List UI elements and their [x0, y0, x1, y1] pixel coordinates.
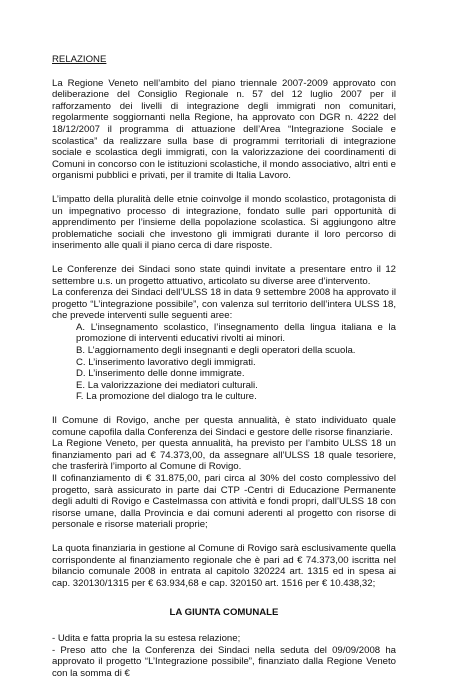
list-item: B. L’aggiornamento degli insegnanti e degli operatori della scuola. [76, 345, 356, 357]
list-item: A. L’insegnamento scolastico, l’insegnamento della lingua italiana e la promozione di interventi educativi rivolti ai minori. [76, 321, 396, 345]
list-item: D. L’inserimento delle donne immigrate. [76, 368, 245, 380]
paragraph-progetto: La conferenza dei Sindaci dell’ULSS 18 in data 9 settembre 2008 ha approvato il progetto “L’integrazione possibile”, con valenza sul territorio dell’intera ULSS 18, che prevede interventi sulle seguenti aree: [52, 287, 396, 322]
paragraph-impatto: L’impatto della pluralità delle etnie coinvolge il mondo scolastico, protagonista di un impegnativo processo di integrazione, fondato sulle pari opportunità di apprendimento per l’insieme della popolazione scolastica. Si aggiungono altre problematiche sociali che investono gli immigrati durante il loro percorso di inserimento alle quali il piano cerca di dare risposte. [52, 193, 396, 252]
list-item: F. La promozione del dialogo tra le culture. [76, 391, 257, 403]
list-item: E. La valorizzazione dei mediatori culturali. [76, 379, 258, 391]
dash-item-preso-atto: - Preso atto che la Conferenza dei Sindaci nella seduta del 09/09/2008 ha approvato il progetto “L’Integrazione possibile”, finanziato dalla Regione Veneto con la somma di € [52, 644, 396, 679]
paragraph-quota: La quota finanziaria in gestione al Comune di Rovigo sarà esclusivamente quella corrispondente al finanziamento regionale che è pari ad € 74.373,00 iscritta nel bilancio comunale 2008 in entrata al capitolo 320224 art. 1315 ed in spesa ai cap. 320130/1315 per € 63.934,68 e cap. 320150 art. 1516 per € 10.438,32; [52, 542, 396, 589]
paragraph-finanziamento: La Regione Veneto, per questa annualità, ha previsto per l’ambito ULSS 18 un finanziamento pari ad € 74.373,00, da assegnare all’ULSS 18 quale tesoriere, che trasferirà l’importo al Comune di Rovigo. [52, 438, 396, 473]
paragraph-conferenze: Le Conferenze dei Sindaci sono state quindi invitate a presentare entro il 12 settembre u.s. un progetto attuativo, articolato su diverse aree d’intervento. [52, 263, 396, 287]
intervention-areas-list [52, 322, 396, 403]
giunta-title: LA GIUNTA COMUNALE [169, 607, 279, 619]
dash-item-udita: - Udita e fatta propria la su estesa relazione; [52, 632, 241, 644]
paragraph-regione: La Regione Veneto nell’ambito del piano triennale 2007-2009 approvato con deliberazione del Consiglio Regionale n. 57 del 12 luglio 2007 per il rafforzamento dei livelli di integrazione degli immigrati non comunitari, regolarmente soggiornanti nella Regione, ha approvato con DGR n. 4222 del 18/12/2007 il programma di attuazione dell’Area “Integrazione Sociale e scolastica” da realizzare sulla base di programmi territoriali di integrazione sociale e scolastica degli immigrati, con la valorizzazione dei coordinamenti di Comuni in concorso con le istituzioni scolastiche, il mondo associativo, altri enti e organismi pubblici e privati, per il tramite di Italia Lavoro. [52, 77, 396, 182]
list-item: C. L’inserimento lavorativo degli immigrati. [76, 356, 256, 368]
section-heading: RELAZIONE [52, 54, 107, 65]
paragraph-cofinanziamento: Il cofinanziamento di € 31.875,00, pari circa al 30% del costo complessivo del progetto, sarà assicurato in parte dai CTP -Centri di Educazione Permanente degli adulti di Rovigo e Castelmassa con attività e fondi propri, dall’ULSS 18 con risorse umane, dalla Provincia e dai comuni aderenti al progetto con risorse di personale e risorse materiali proprie; [52, 473, 396, 531]
paragraph-comune-rovigo: Il Comune di Rovigo, anche per questa annualità, è stato individuato quale comune capofila dalla Conferenza dei Sindaci e gestore delle risorse finanziarie. [52, 415, 396, 438]
